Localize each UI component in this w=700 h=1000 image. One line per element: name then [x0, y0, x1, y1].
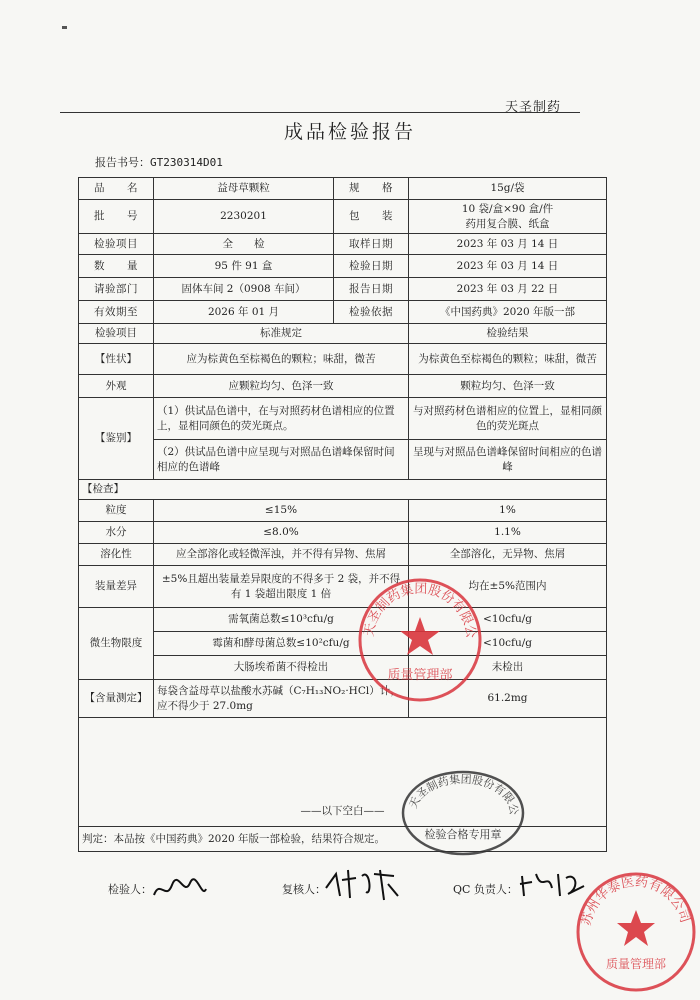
row-granularity [79, 500, 607, 522]
corner-stamp-ring-text: 苏州华泰医药有限公司 [579, 874, 693, 928]
brand-name: 天圣制药 [505, 100, 562, 115]
info-row-dept [79, 278, 607, 301]
reviewer-signature [322, 866, 402, 907]
product-value: 益母草颗粒 [154, 178, 334, 200]
micro-result-2: <10cfu/g [409, 632, 607, 656]
spec-value: 15g/袋 [409, 178, 607, 200]
info-row-qty [79, 255, 607, 278]
identification-standard-2: （2）供试品色谱中应呈现与对照品色谱峰保留时间相应的色谱峰 [154, 440, 409, 480]
info-row-expiry [79, 301, 607, 324]
report-date-value: 2023 年 03 月 22 日 [409, 278, 607, 301]
corner-company-stamp [572, 868, 700, 996]
spec-label: 规 格 [334, 178, 409, 200]
solubility-label: 溶化性 [79, 544, 154, 566]
character-standard: 应为棕黄色至棕褐色的颗粒；味甜，微苦 [154, 344, 409, 375]
check-section-label: 【检查】 [79, 480, 607, 500]
sample-date-label: 取样日期 [334, 234, 409, 255]
report-number-label: 报告书号： [95, 156, 150, 169]
qc-label: QC 负责人： [453, 883, 518, 896]
qa-stamp-ring-text: 天圣制药集团股份有限公 [361, 581, 479, 640]
granularity-result: 1% [409, 500, 607, 522]
info-row-product [79, 178, 607, 200]
test-date-value: 2023 年 03 月 14 日 [409, 255, 607, 278]
dept-label: 请验部门 [79, 278, 154, 301]
identification-standard-1: （1）供试品色谱中，在与对照药材色谱相应的位置上，显相同颜色的荧光斑点。 [154, 398, 409, 440]
granularity-standard: ≤15% [154, 500, 409, 522]
report-number-value: GT230314D01 [150, 156, 223, 169]
solubility-result: 全部溶化，无异物、焦屑 [409, 544, 607, 566]
batch-label: 批 号 [79, 200, 154, 234]
pack-label: 包 装 [334, 200, 409, 234]
row-fill-variance [79, 566, 607, 608]
micro-standard-2: 霉菌和酵母菌总数≤10²cfu/g [154, 632, 409, 656]
page-title: 成品检验报告 [283, 121, 416, 143]
assay-label: 【含量测定】 [79, 680, 154, 718]
conclusion-text: 判定：本品按《中国药典》2020 年版一部检验，结果符合规定。 [79, 827, 607, 852]
qa-stamp-inner-text: 质量管理部 [387, 668, 453, 683]
row-appearance [79, 375, 607, 398]
below-blank-note: ——以下空白—— [79, 718, 607, 827]
fill-standard: ±5%且超出装量差异限度的不得多于 2 袋，并不得有 1 袋超出限度 1 倍 [154, 566, 409, 608]
fill-label: 装量差异 [79, 566, 154, 608]
row-solubility [79, 544, 607, 566]
reviewer-label: 复核人： [282, 883, 326, 896]
micro-result-3: 未检出 [409, 656, 607, 680]
micro-standard-3: 大肠埃希菌不得检出 [154, 656, 409, 680]
appearance-label: 外观 [79, 375, 154, 398]
col-standard-header: 标准规定 [154, 324, 409, 344]
row-moisture [79, 522, 607, 544]
seal-ring-text: 天圣制药集团股份有限公 [406, 772, 521, 816]
identification-label: 【鉴别】 [79, 398, 154, 480]
corner-stamp-inner-text: 质量管理部 [605, 957, 667, 971]
row-assay [79, 680, 607, 718]
basis-value: 《中国药典》2020 年版一部 [409, 301, 607, 324]
appearance-result: 颗粒均匀、色泽一致 [409, 375, 607, 398]
inspector-signature [150, 875, 210, 908]
solubility-standard: 应全部溶化或轻微浑浊，并不得有异物、焦屑 [154, 544, 409, 566]
row-identification-1 [79, 398, 607, 440]
granularity-label: 粒度 [79, 500, 154, 522]
info-row-item [79, 234, 607, 255]
identification-result-1: 与对照药材色谱相应的位置上，显相同颜色的荧光斑点 [409, 398, 607, 440]
basis-label: 检验依据 [334, 301, 409, 324]
svg-text:天圣制药集团股份有限公司 [398, 768, 520, 816]
character-label: 【性状】 [79, 344, 154, 375]
assay-result: 61.2mg [409, 680, 607, 718]
micro-standard-1: 需氧菌总数≤10³cfu/g [154, 608, 409, 632]
col-item-header: 检验项目 [79, 324, 154, 344]
col-result-header: 检验结果 [409, 324, 607, 344]
assay-standard: 每袋含益母草以盐酸水苏碱（C₇H₁₃NO₂·HCl）计，应不得少于 27.0mg [154, 680, 409, 718]
row-character [79, 344, 607, 375]
report-number [95, 154, 223, 170]
header-rule [60, 112, 580, 113]
micro-label: 微生物限度 [79, 608, 154, 680]
micro-result-1: <10cfu/g [409, 608, 607, 632]
expiry-label: 有效期至 [79, 301, 154, 324]
character-result: 为棕黄色至棕褐色的颗粒；味甜，微苦 [409, 344, 607, 375]
seal-inner-text: 检验合格专用章 [424, 828, 502, 841]
inspector-label: 检验人： [108, 883, 152, 896]
report-date-label: 报告日期 [334, 278, 409, 301]
batch-value: 2230201 [154, 200, 334, 234]
dept-value: 固体车间 2（0908 车间） [154, 278, 334, 301]
appearance-standard: 应颗粒均匀、色泽一致 [154, 375, 409, 398]
row-identification-2 [79, 440, 607, 480]
scan-mark [62, 26, 67, 29]
pack-line-2: 药用复合膜、纸盒 [465, 217, 550, 230]
pack-line-1: 10 袋/盒×90 盒/件 [461, 203, 554, 216]
info-row-batch [79, 200, 607, 234]
identification-result-2: 呈现与对照品色谱峰保留时间相应的色谱峰 [409, 440, 607, 480]
column-header-row [79, 324, 607, 344]
row-micro-2 [79, 632, 607, 656]
moisture-label: 水分 [79, 522, 154, 544]
item-label: 检验项目 [79, 234, 154, 255]
inspection-pass-seal [398, 768, 528, 858]
test-date-label: 检验日期 [334, 255, 409, 278]
item-value: 全 检 [154, 234, 334, 255]
row-check-section [79, 480, 607, 500]
moisture-standard: ≤8.0% [154, 522, 409, 544]
qty-value: 95 件 91 盒 [154, 255, 334, 278]
expiry-value: 2026 年 01 月 [154, 301, 334, 324]
qa-department-stamp [355, 575, 485, 705]
product-label: 品 名 [79, 178, 154, 200]
moisture-result: 1.1% [409, 522, 607, 544]
row-micro-3 [79, 656, 607, 680]
inspection-table [78, 177, 607, 852]
sample-date-value: 2023 年 03 月 14 日 [409, 234, 607, 255]
qty-label: 数 量 [79, 255, 154, 278]
row-micro-1 [79, 608, 607, 632]
fill-result: 均在±5%范围内 [409, 566, 607, 608]
pack-value [409, 200, 607, 234]
